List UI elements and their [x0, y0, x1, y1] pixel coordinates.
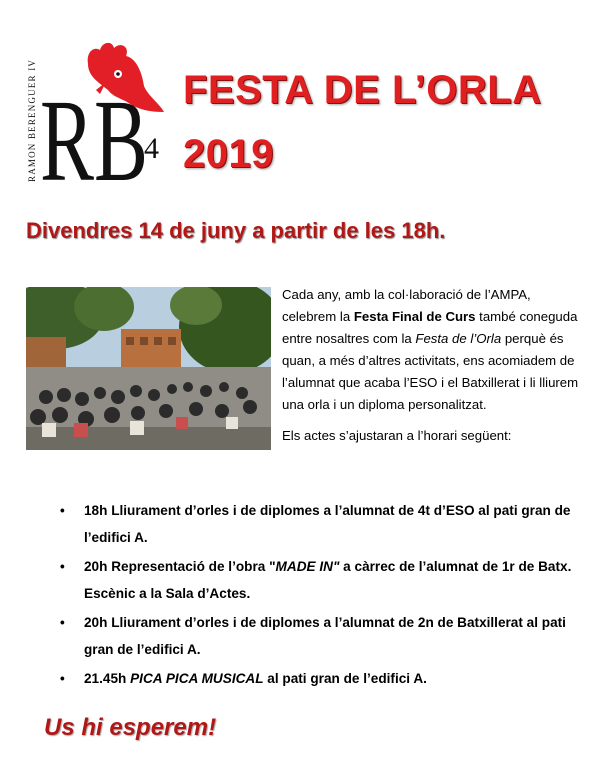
bullet-icon: •: [60, 559, 65, 574]
schedule-item-text: a càrrec de l’alumnat de 1r de Batx. Escènic a la Sala d’Actes.: [84, 559, 572, 601]
event-photo: [26, 287, 271, 450]
intro-paragraph-2: Els actes s’ajustaran a l’horari següent:: [282, 428, 512, 443]
bullet-icon: •: [60, 671, 65, 686]
schedule-item-text: 18h Lliurament d’orles i de diplomes a l’alumnat de 4t d’ESO al pati gran de l’edifici A.: [84, 503, 571, 545]
bullet-icon: •: [60, 503, 65, 518]
schedule-list: [60, 497, 580, 694]
school-logo: [26, 32, 176, 192]
pica-pica-title: PICA PICA MUSICAL: [130, 671, 264, 686]
intro-text-part: Cada any, amb la col·laboració de l’AMPA, celebrem la: [282, 287, 531, 324]
closing-message: Us hi esperem!: [44, 714, 217, 741]
festa-orla-label: Festa de l’Orla: [415, 331, 502, 346]
intro-paragraph-1: [282, 284, 582, 416]
event-date: Divendres 14 de juny a partir de les 18h.: [26, 218, 446, 243]
intro-text-part: perquè és quan, a més d’altres activitats, ens acomiadem de l’alumnat que acaba l’ESO i el Batxillerat i li lliurem una orla i un diploma personalitzat.: [282, 331, 579, 412]
logo-number: 4: [144, 132, 159, 165]
schedule-item-text: 20h Representació de l’obra ": [84, 559, 276, 574]
schedule-item-text: 20h Lliurament d’orles i de diplomes a l’alumnat de 2n de Batxillerat al pati gran de l’edifici A.: [84, 615, 566, 657]
bullet-icon: •: [60, 615, 65, 630]
intro-text-part: també coneguda entre nosaltres com la: [282, 309, 578, 346]
schedule-item: [60, 497, 580, 551]
festa-final-label: Festa Final de Curs: [353, 309, 476, 324]
schedule-item-text: al pati gran de l’edifici A.: [263, 671, 427, 686]
logo-side-text: RAMON BERENGUER IV: [27, 58, 37, 182]
schedule-item: [60, 553, 580, 607]
schedule-item-text: 21.45h: [84, 671, 131, 686]
logo-letters: RB: [40, 75, 148, 192]
intro-text: [282, 284, 582, 447]
play-title: MADE IN": [275, 559, 340, 574]
page-title-line-2: 2019: [183, 132, 274, 176]
page-title-line-1: FESTA DE L’ORLA: [183, 68, 542, 112]
schedule-item: [60, 665, 580, 692]
schedule-item: [60, 609, 580, 663]
